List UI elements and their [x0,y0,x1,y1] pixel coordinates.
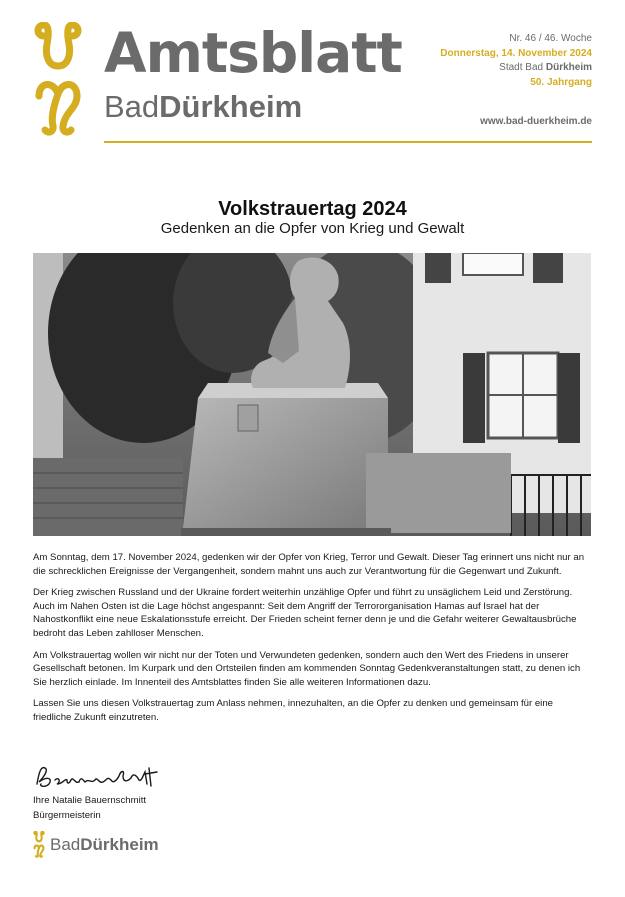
masthead-city-light: Bad [104,89,160,124]
issue-number: Nr. 46 / 46. Woche [509,33,592,44]
issue-volume: 50. Jahrgang [530,76,592,88]
masthead-title: Amtsblatt [104,21,402,85]
masthead-divider [104,141,592,143]
issue-info [440,32,592,90]
signature-image [33,762,163,792]
closing-block [33,793,146,823]
masthead [0,0,625,150]
city-emblem-small-icon [33,831,45,859]
website-link[interactable]: www.bad-duerkheim.de [480,116,592,127]
footer-city-bold: Dürkheim [80,835,159,854]
publisher-prefix: Stadt Bad [499,62,546,73]
article-paragraph: Am Sonntag, dem 17. November 2024, gedenken wir der Opfer von Krieg, Terror und Gewalt. Dieser Tag erinnert uns nicht nur an die schrecklichen Ereignisse der Vergangenheit, sondern mahnt uns auch zur Verantwortung für die Gegenwart und Zukunft. [33,552,585,577]
closing-role: Bürgermeisterin [33,810,101,821]
footer-logo [33,831,159,859]
article-title: Volkstrauertag 2024 [218,198,407,220]
article-subtitle: Gedenken an die Opfer von Krieg und Gewalt [160,220,465,237]
masthead-city-bold: Dürkheim [159,89,303,124]
article-paragraph: Lassen Sie uns diesen Volkstrauertag zum Anlass nehmen, innezuhalten, an die Opfer zu denken und gemeinsam für eine friedliche Zukunft einzutreten. [33,698,553,723]
war-memorial-photo [33,253,591,536]
footer-city [50,835,159,855]
memorial-photo-illustration [33,253,591,536]
article-paragraph: Am Volkstrauertag wollen wir nicht nur der Toten und Verwundeten gedenken, sondern auch den Wert des Friedens in unserer Gesellschaft betonen. Im Kurpark und den Ortsteilen finden am kommenden Sonntag Gedenkveranstaltungen statt, zu denen ich Sie herzlich einlade. Im Innenteil des Amtsblattes finden Sie alle weiteren Informationen dazu. [33,649,581,688]
masthead-brand [104,22,402,126]
issue-publisher [440,61,592,76]
city-emblem-icon [33,22,83,142]
closing-name: Ihre Natalie Bauernschmitt [33,795,147,806]
masthead-city [104,88,402,126]
article-paragraph: Der Krieg zwischen Russland und der Ukraine fordert weiterhin unzählige Opfer und führt zu unsäglichem Leid und Zerstörung. Auch im Nahen Osten ist die Lage höchst angespannt: Seit dem Angriff der Terrororganisation Hamas auf Israel hat der Nahostkonflikt eine neue Eskalationsstufe erreicht. Der Frieden scheint ferner denn je und die Gefahr weiterer Gewaltausbrüche bedroht das Leben zahlloser Menschen. [33,587,577,639]
issue-date: Donnerstag, 14. November 2024 [440,47,592,59]
publisher-bold: Dürkheim [545,62,592,73]
article-body [33,551,593,733]
footer-city-light: Bad [50,835,81,854]
